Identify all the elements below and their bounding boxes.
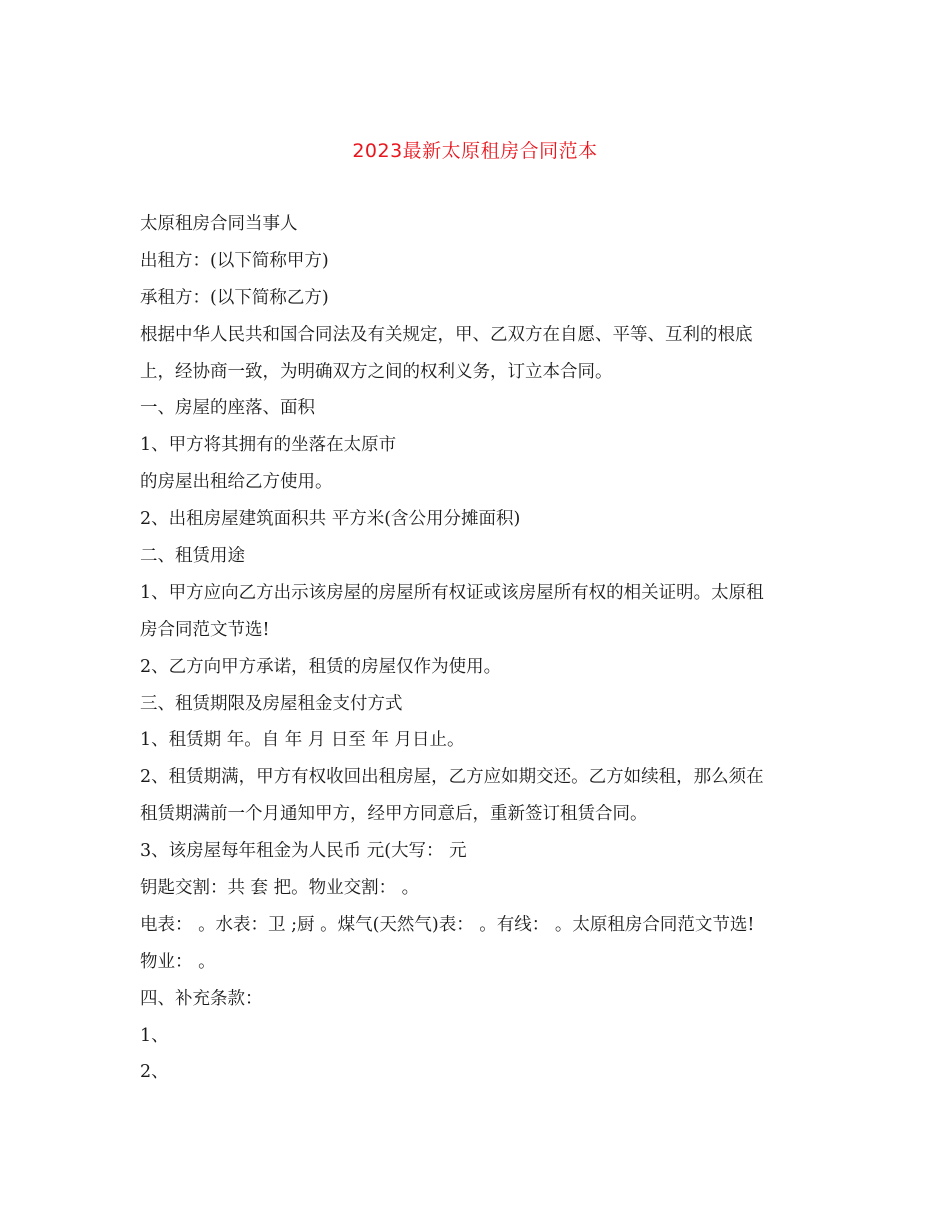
document-body [140, 206, 820, 1091]
text-line: 的房屋出租给乙方使用。 [140, 472, 333, 493]
section-heading: 一、房屋的座落、面积 [140, 398, 315, 419]
text-line: 根据中华人民共和国合同法及有关规定，甲、乙双方在自愿、平等、互利的根底 [140, 324, 753, 345]
text-line: 钥匙交割：共 套 把。物业交割： 。 [140, 878, 420, 899]
section-heading: 二、租赁用途 [140, 546, 245, 567]
text-line: 电表： 。水表：卫 ;厨 。煤气(天然气)表： 。有线： 。太原租房合同范文节选! [140, 914, 755, 935]
text-line: 上，经协商一致，为明确双方之间的权利义务，订立本合同。 [140, 361, 613, 382]
text-line: 物业： 。 [140, 951, 216, 972]
section-heading: 三、租赁期限及房屋租金支付方式 [140, 693, 403, 714]
text-line: 2、乙方向甲方承诺，租赁的房屋仅作为使用。 [140, 656, 502, 677]
text-line: 承租方：(以下简称乙方) [140, 287, 329, 308]
text-line: 2、租赁期满，甲方有权收回出租房屋，乙方应如期交还。乙方如续租，那么须在 [140, 767, 764, 788]
text-line: 1、甲方将其拥有的坐落在太原市 [140, 435, 397, 456]
text-line: 租赁期满前一个月通知甲方，经甲方同意后，重新签订租赁合同。 [140, 804, 648, 825]
document-title: 2023最新太原租房合同范本 [352, 140, 598, 162]
text-line: 房合同范文节选! [140, 619, 270, 640]
text-line: 1、 [140, 1025, 169, 1046]
text-line: 太原租房合同当事人 [140, 214, 298, 234]
text-line: 1、甲方应向乙方出示该房屋的房屋所有权证或该房屋所有权的相关证明。太原租 [140, 582, 764, 603]
text-line: 出租方：(以下简称甲方) [140, 250, 329, 271]
text-line: 1、租赁期 年。自 年 月 日至 年 月日止。 [140, 730, 465, 751]
text-line: 2、 [140, 1062, 169, 1083]
text-line: 2、出租房屋建筑面积共 平方米(含公用分摊面积) [140, 509, 521, 530]
text-line: 3、该房屋每年租金为人民币 元(大写： 元 [140, 841, 467, 862]
section-heading: 四、补充条款： [140, 988, 263, 1009]
